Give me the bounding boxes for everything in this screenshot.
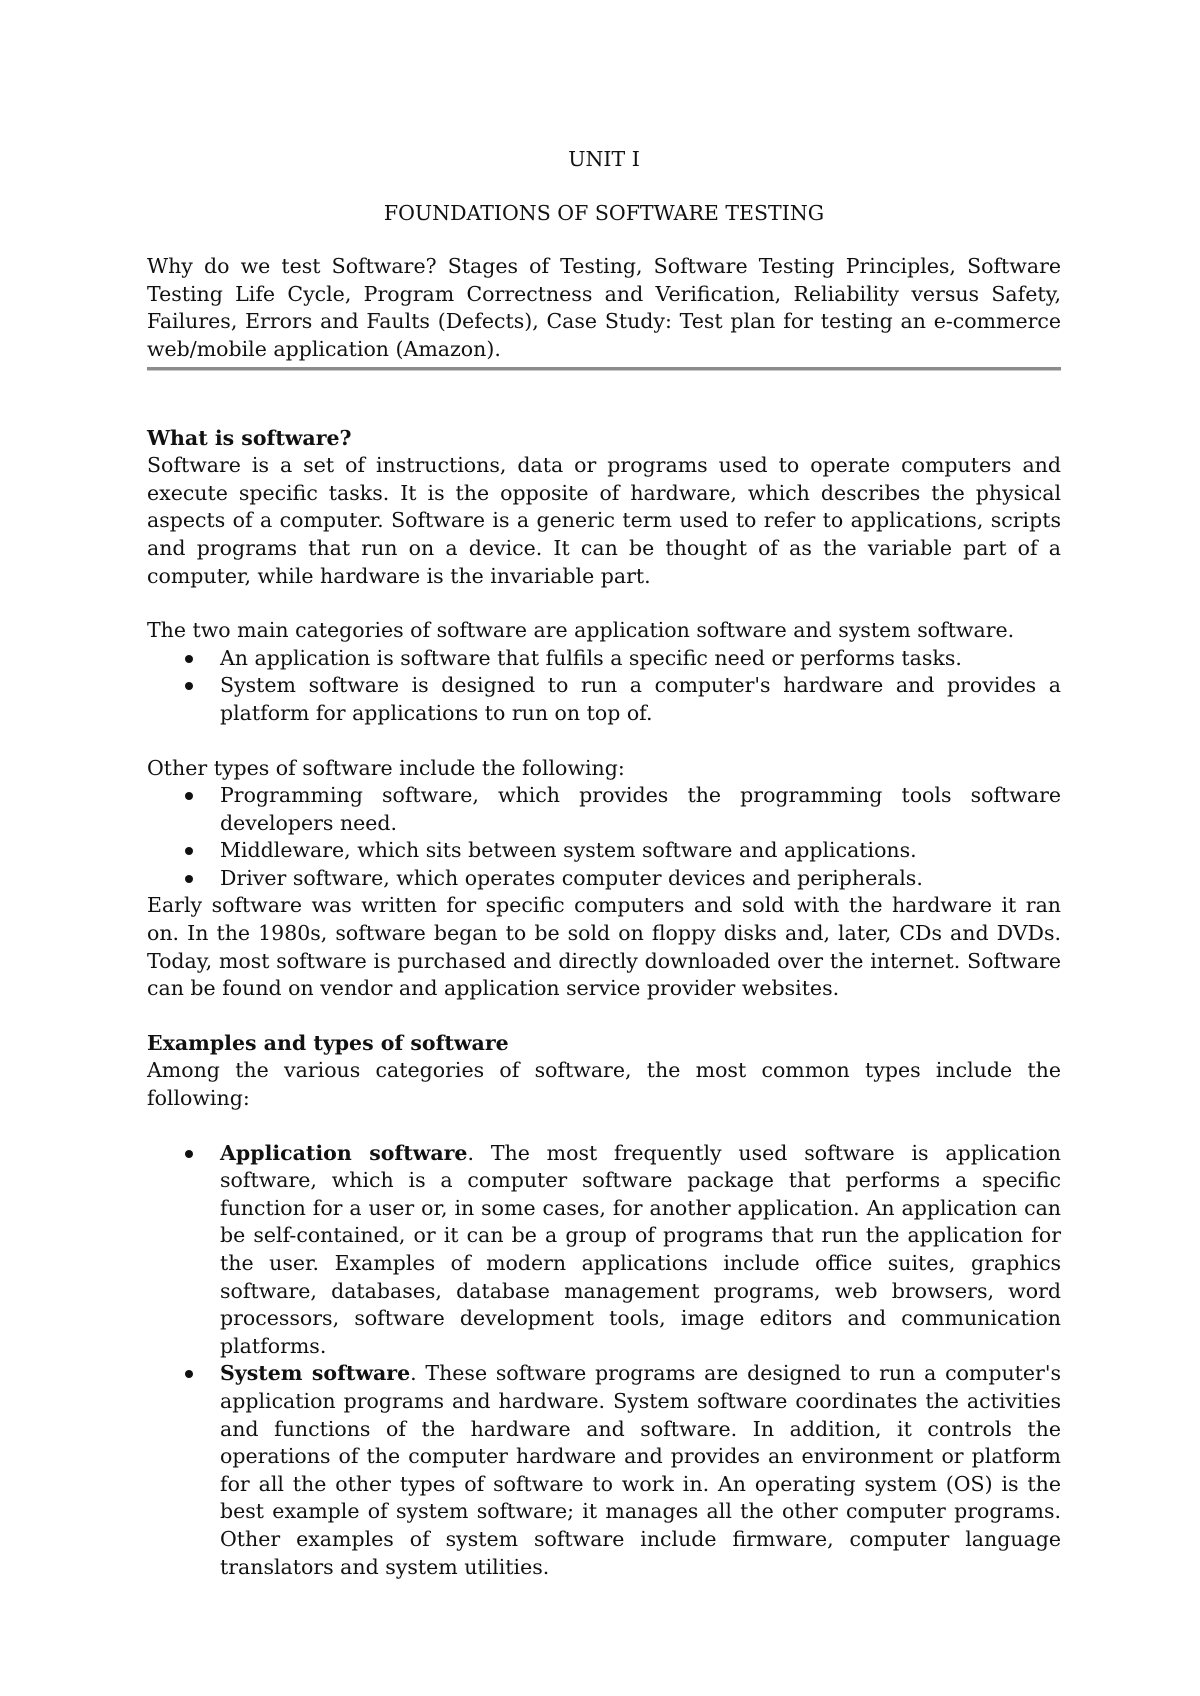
spacer: [147, 371, 1061, 425]
section-heading-examples: Examples and types of software: [147, 1030, 509, 1055]
list-item: [147, 837, 1061, 865]
spacer: [147, 1113, 1061, 1140]
bullet-icon: [185, 682, 193, 690]
bullet-icon: [185, 875, 193, 883]
examples-intro: Among the various categories of software, the most common types include the following:: [147, 1058, 1061, 1111]
term-application-software: Application software: [220, 1140, 468, 1165]
spacer: [147, 1003, 1061, 1030]
list-item-text: . The most frequently used software is application software, which is a computer software package that performs a specific function for a user or, in some cases, for another application. An application can be self-contained, or it can be a group of programs that run the application for the user. Examples of modern applications include office suites, graphics software, databases, database management programs, web browsers, word processors, software development tools, image editors and communication platforms.: [220, 1140, 1061, 1358]
list-item: [147, 1140, 1061, 1361]
list-item: [147, 1360, 1061, 1581]
spacer: [147, 728, 1061, 755]
list-item: [147, 645, 1061, 673]
unit-label: UNIT I: [568, 147, 640, 171]
list-item-text: Driver software, which operates computer devices and peripherals.: [220, 865, 923, 890]
list-item-text: Middleware, which sits between system software and applications.: [220, 838, 917, 863]
bullet-icon: [185, 1150, 193, 1158]
list-item-text: . These software programs are designed to run a computer's application programs and hardware. System software coordinates the activities and functions of the hardware and software. In addition, it controls the operations of the computer hardware and provides an environment or platform for all the other types of software to work in. An operating system (OS) is the best example of system software; it manages all the other computer programs. Other examples of system software include firmware, computer language translators and system utilities.: [220, 1361, 1061, 1579]
categories-intro: The two main categories of software are application software and system software.: [147, 618, 1015, 643]
spacer: [147, 590, 1061, 617]
bullet-icon: [185, 1370, 193, 1378]
syllabus-paragraph: Why do we test Software? Stages of Testing, Software Testing Principles, Software Testing Life Cycle, Program Correctness and Verification, Reliability versus Safety, Failures, Errors and Faults (Defects), Case Study: Test plan for testing an e-commerce web/mobile application (Amazon).: [147, 254, 1061, 361]
list-item-text: Programming software, which provides the programming tools software developers need.: [220, 783, 1061, 835]
other-types-intro: Other types of software include the following:: [147, 755, 625, 780]
other-types-list: [147, 782, 1061, 892]
software-definition-paragraph: Software is a set of instructions, data or programs used to operate computers and execute specific tasks. It is the opposite of hardware, which describes the physical aspects of a computer. Software is a generic term used to refer to applications, scripts and programs that run on a device. It can be thought of as the variable part of a computer, while hardware is the invariable part.: [147, 453, 1061, 588]
bullet-icon: [185, 655, 193, 663]
list-item-text: System software is designed to run a computer's hardware and provides a platform for applications to run on top of.: [220, 673, 1061, 725]
software-types-list: [147, 1140, 1061, 1582]
list-item-text: An application is software that fulfils a specific need or performs tasks.: [220, 645, 962, 670]
categories-list: [147, 645, 1061, 728]
list-item: [147, 782, 1061, 837]
list-item: [147, 672, 1061, 727]
history-paragraph: Early software was written for specific computers and sold with the hardware it ran on. In the 1980s, software began to be sold on floppy disks and, later, CDs and DVDs. Today, most software is purchased and directly downloaded over the internet. Software can be found on vendor and application service provider websites.: [147, 893, 1061, 1001]
term-system-software: System software: [220, 1361, 411, 1386]
list-item: [147, 865, 1061, 893]
document-title: FOUNDATIONS OF SOFTWARE TESTING: [383, 200, 825, 225]
section-heading-what-is-software: What is software?: [147, 425, 352, 450]
bullet-icon: [185, 847, 193, 855]
document-page: [147, 146, 1061, 1581]
bullet-icon: [185, 792, 193, 800]
